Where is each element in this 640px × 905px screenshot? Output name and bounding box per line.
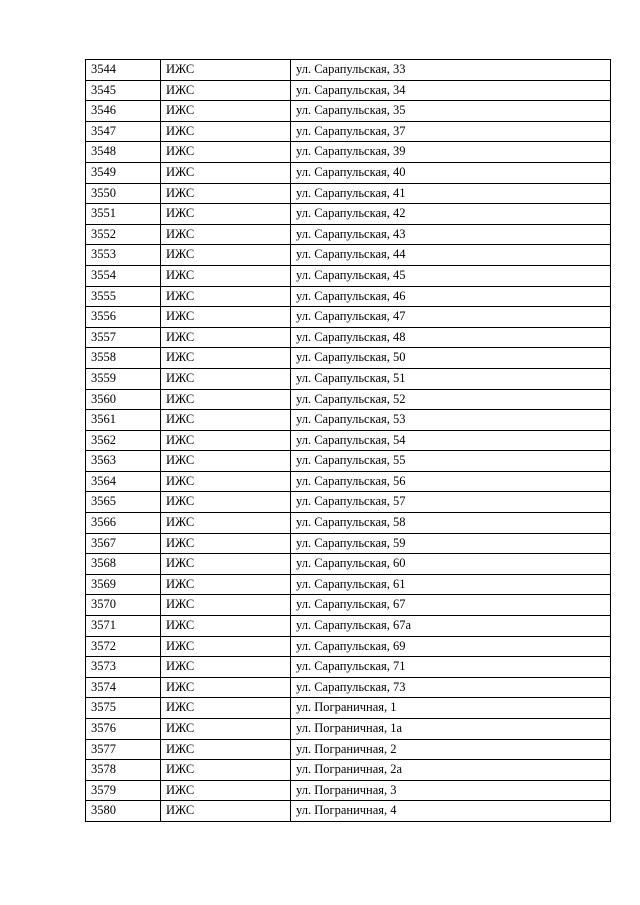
table-row [86,286,611,307]
table-row [86,204,611,225]
address-cell: ул. Сарапульская, 51 [291,368,611,389]
row-number-cell: 3572 [86,636,161,657]
building-type-cell: ИЖС [161,719,291,740]
address-cell: ул. Сарапульская, 47 [291,307,611,328]
building-type-cell: ИЖС [161,183,291,204]
row-number-cell: 3551 [86,204,161,225]
table-row [86,142,611,163]
table-row [86,410,611,431]
address-cell: ул. Сарапульская, 67а [291,616,611,637]
row-number-cell: 3578 [86,760,161,781]
building-type-cell: ИЖС [161,348,291,369]
row-number-cell: 3544 [86,60,161,81]
address-cell: ул. Сарапульская, 40 [291,162,611,183]
table-row [86,307,611,328]
building-type-cell: ИЖС [161,760,291,781]
building-type-cell: ИЖС [161,513,291,534]
building-type-cell: ИЖС [161,80,291,101]
table-row [86,801,611,822]
building-type-cell: ИЖС [161,265,291,286]
address-cell: ул. Сарапульская, 33 [291,60,611,81]
row-number-cell: 3565 [86,492,161,513]
building-type-cell: ИЖС [161,224,291,245]
address-cell: ул. Пограничная, 2а [291,760,611,781]
row-number-cell: 3571 [86,616,161,637]
row-number-cell: 3567 [86,533,161,554]
table-row [86,492,611,513]
building-type-cell: ИЖС [161,410,291,431]
row-number-cell: 3549 [86,162,161,183]
building-type-cell: ИЖС [161,636,291,657]
table-row [86,636,611,657]
address-cell: ул. Сарапульская, 50 [291,348,611,369]
table-row [86,698,611,719]
row-number-cell: 3569 [86,574,161,595]
row-number-cell: 3576 [86,719,161,740]
table-row [86,533,611,554]
building-type-cell: ИЖС [161,327,291,348]
address-cell: ул. Сарапульская, 71 [291,657,611,678]
row-number-cell: 3564 [86,471,161,492]
row-number-cell: 3561 [86,410,161,431]
table-row [86,719,611,740]
table-row [86,513,611,534]
address-cell: ул. Сарапульская, 44 [291,245,611,266]
row-number-cell: 3562 [86,430,161,451]
building-type-cell: ИЖС [161,204,291,225]
table-row [86,471,611,492]
row-number-cell: 3559 [86,368,161,389]
building-type-cell: ИЖС [161,471,291,492]
row-number-cell: 3580 [86,801,161,822]
table-row [86,760,611,781]
building-type-cell: ИЖС [161,162,291,183]
table-row [86,327,611,348]
row-number-cell: 3557 [86,327,161,348]
row-number-cell: 3560 [86,389,161,410]
table-row [86,245,611,266]
row-number-cell: 3553 [86,245,161,266]
address-cell: ул. Сарапульская, 41 [291,183,611,204]
address-cell: ул. Сарапульская, 56 [291,471,611,492]
address-cell: ул. Сарапульская, 53 [291,410,611,431]
row-number-cell: 3568 [86,554,161,575]
table-row [86,265,611,286]
building-type-cell: ИЖС [161,142,291,163]
address-cell: ул. Сарапульская, 69 [291,636,611,657]
address-cell: ул. Сарапульская, 52 [291,389,611,410]
building-type-cell: ИЖС [161,368,291,389]
row-number-cell: 3575 [86,698,161,719]
building-type-cell: ИЖС [161,616,291,637]
building-type-cell: ИЖС [161,554,291,575]
row-number-cell: 3563 [86,451,161,472]
table-row [86,224,611,245]
row-number-cell: 3555 [86,286,161,307]
row-number-cell: 3573 [86,657,161,678]
table-row [86,60,611,81]
address-cell: ул. Сарапульская, 55 [291,451,611,472]
address-cell: ул. Сарапульская, 59 [291,533,611,554]
address-cell: ул. Сарапульская, 67 [291,595,611,616]
building-type-cell: ИЖС [161,739,291,760]
row-number-cell: 3545 [86,80,161,101]
row-number-cell: 3556 [86,307,161,328]
row-number-cell: 3577 [86,739,161,760]
building-type-cell: ИЖС [161,286,291,307]
address-cell: ул. Сарапульская, 39 [291,142,611,163]
address-cell: ул. Пограничная, 2 [291,739,611,760]
row-number-cell: 3554 [86,265,161,286]
address-cell: ул. Сарапульская, 58 [291,513,611,534]
table-row [86,80,611,101]
row-number-cell: 3579 [86,780,161,801]
address-cell: ул. Сарапульская, 35 [291,101,611,122]
building-type-cell: ИЖС [161,533,291,554]
building-type-cell: ИЖС [161,780,291,801]
building-type-cell: ИЖС [161,451,291,472]
table-row [86,616,611,637]
row-number-cell: 3566 [86,513,161,534]
address-cell: ул. Пограничная, 3 [291,780,611,801]
address-cell: ул. Сарапульская, 46 [291,286,611,307]
address-cell: ул. Пограничная, 1 [291,698,611,719]
building-type-cell: ИЖС [161,677,291,698]
table-row [86,121,611,142]
building-type-cell: ИЖС [161,492,291,513]
table-row [86,554,611,575]
address-cell: ул. Сарапульская, 54 [291,430,611,451]
registry-table-body [86,60,611,822]
building-type-cell: ИЖС [161,801,291,822]
address-cell: ул. Сарапульская, 37 [291,121,611,142]
table-row [86,183,611,204]
row-number-cell: 3558 [86,348,161,369]
row-number-cell: 3550 [86,183,161,204]
table-row [86,595,611,616]
building-type-cell: ИЖС [161,101,291,122]
table-row [86,389,611,410]
address-cell: ул. Сарапульская, 42 [291,204,611,225]
table-row [86,430,611,451]
building-type-cell: ИЖС [161,574,291,595]
table-row [86,101,611,122]
table-row [86,739,611,760]
building-type-cell: ИЖС [161,657,291,678]
address-registry-table [85,59,611,822]
table-row [86,162,611,183]
row-number-cell: 3552 [86,224,161,245]
address-cell: ул. Сарапульская, 60 [291,554,611,575]
table-row [86,368,611,389]
row-number-cell: 3574 [86,677,161,698]
row-number-cell: 3548 [86,142,161,163]
address-cell: ул. Пограничная, 1а [291,719,611,740]
address-cell: ул. Сарапульская, 73 [291,677,611,698]
address-cell: ул. Сарапульская, 43 [291,224,611,245]
building-type-cell: ИЖС [161,595,291,616]
address-cell: ул. Сарапульская, 61 [291,574,611,595]
building-type-cell: ИЖС [161,307,291,328]
table-row [86,451,611,472]
address-cell: ул. Пограничная, 4 [291,801,611,822]
table-row [86,574,611,595]
building-type-cell: ИЖС [161,430,291,451]
row-number-cell: 3546 [86,101,161,122]
table-row [86,657,611,678]
row-number-cell: 3570 [86,595,161,616]
address-cell: ул. Сарапульская, 48 [291,327,611,348]
building-type-cell: ИЖС [161,121,291,142]
address-cell: ул. Сарапульская, 45 [291,265,611,286]
table-row [86,348,611,369]
building-type-cell: ИЖС [161,245,291,266]
building-type-cell: ИЖС [161,60,291,81]
address-cell: ул. Сарапульская, 34 [291,80,611,101]
table-row [86,677,611,698]
row-number-cell: 3547 [86,121,161,142]
building-type-cell: ИЖС [161,698,291,719]
table-row [86,780,611,801]
address-cell: ул. Сарапульская, 57 [291,492,611,513]
building-type-cell: ИЖС [161,389,291,410]
